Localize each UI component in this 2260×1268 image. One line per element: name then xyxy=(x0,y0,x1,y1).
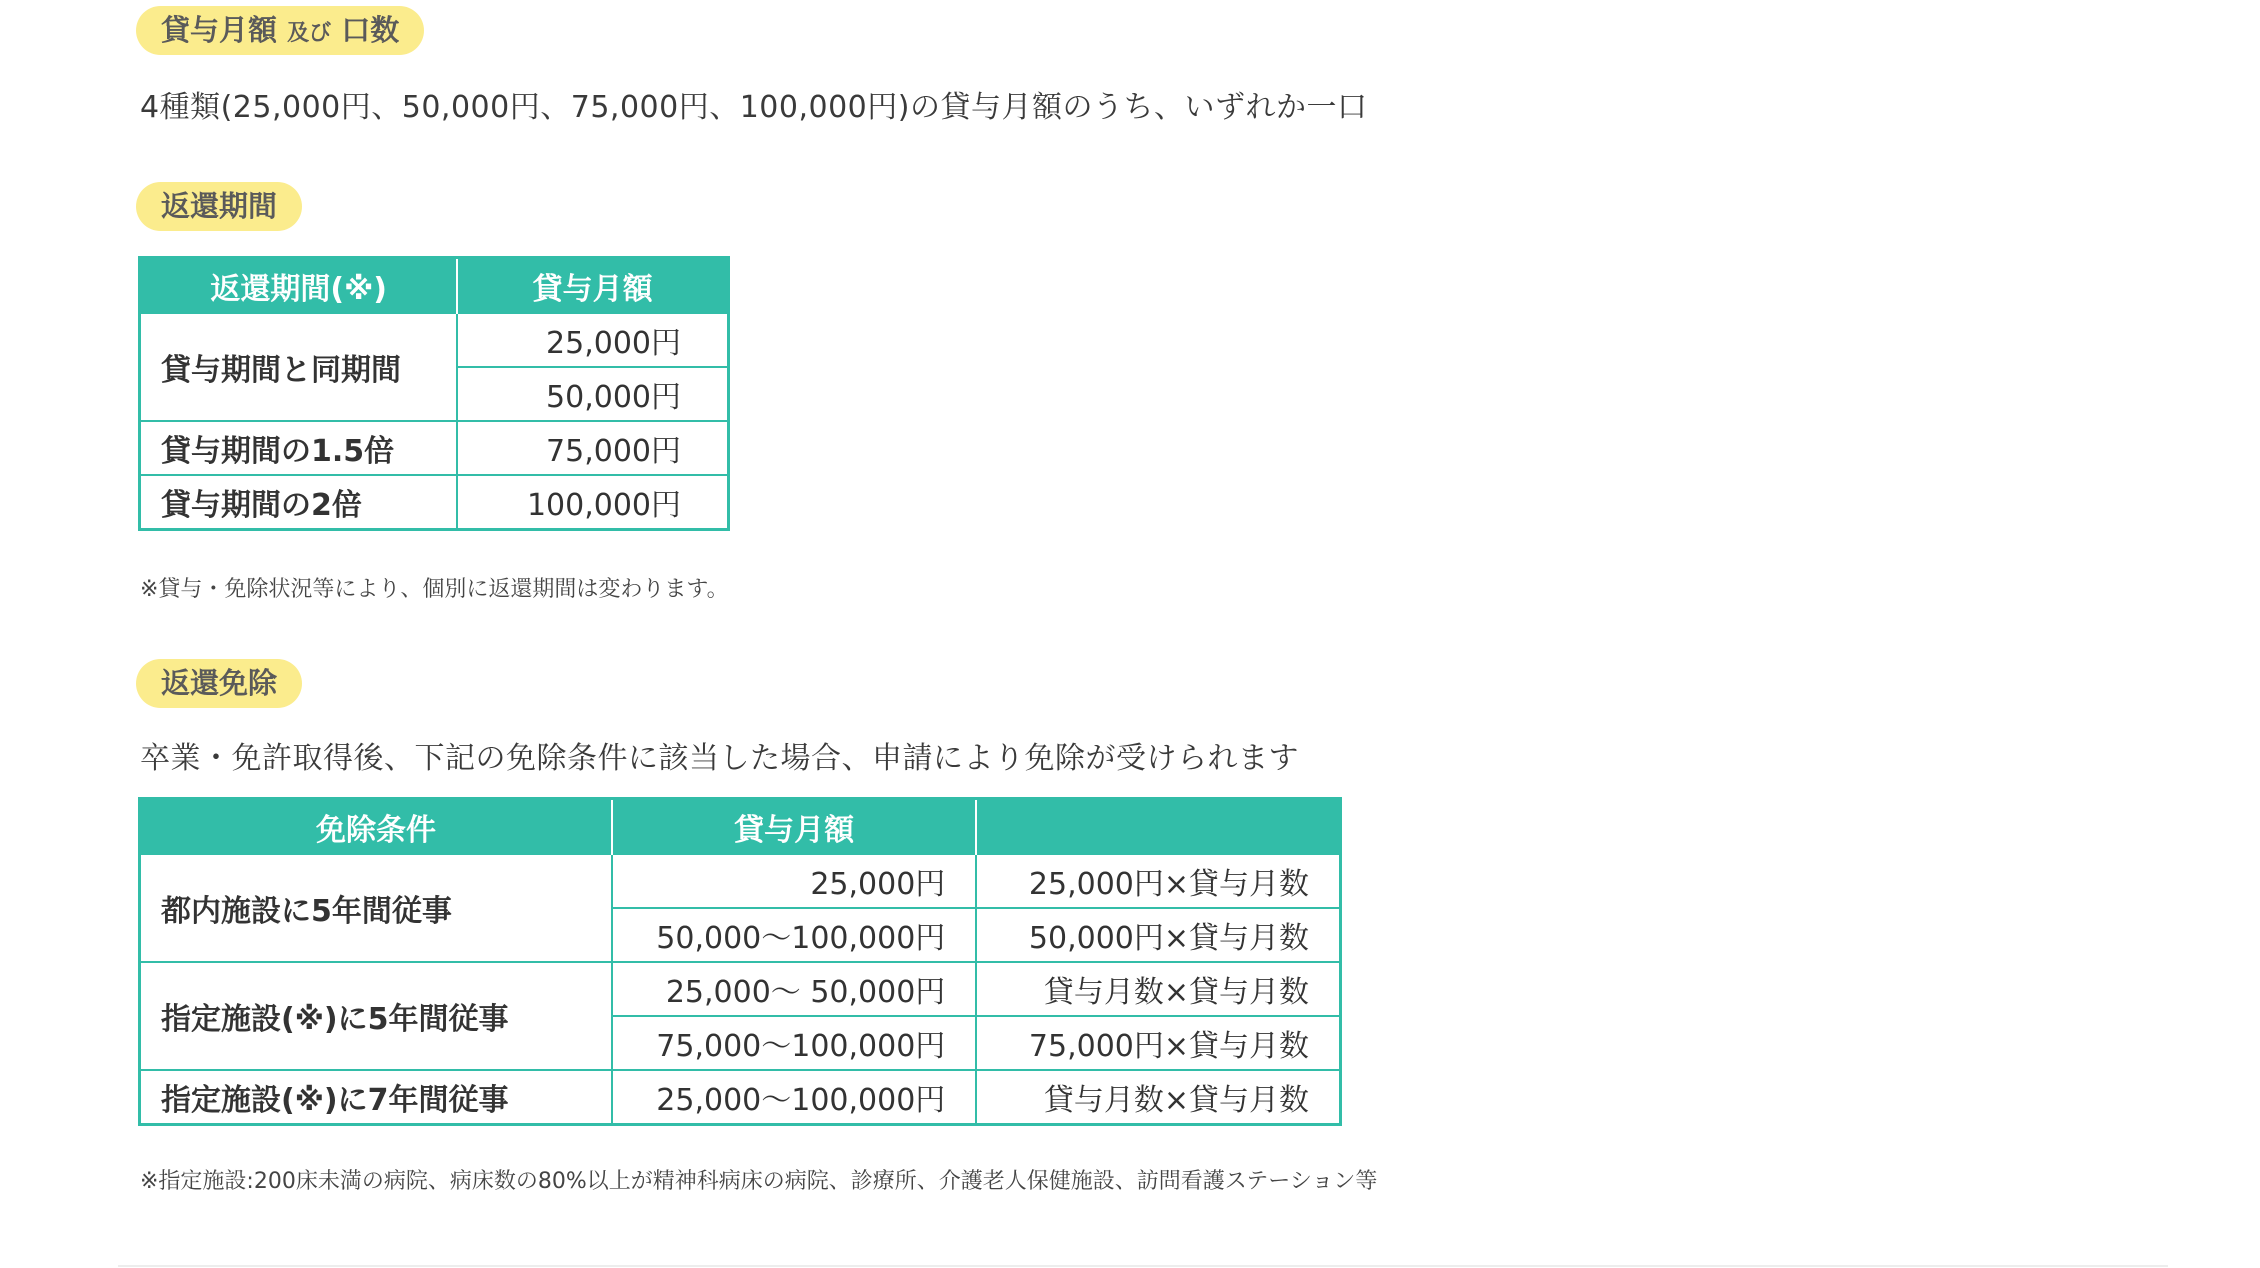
column-header-condition: 免除条件 xyxy=(140,799,613,855)
table-row xyxy=(140,475,729,529)
heading-amount-conjunction: 及び xyxy=(287,21,332,46)
designated-facility-note: ※指定施設:200床未満の病院、病床数の80%以上が精神科病床の病院、診療所、介護老人保健施設、訪問看護ステーション等 xyxy=(140,1169,1378,1194)
column-header-period: 返還期間(※) xyxy=(140,258,458,314)
divider xyxy=(118,1265,2168,1267)
period-condition: 貸与期間の1.5倍 xyxy=(140,421,458,475)
exemption-table xyxy=(138,797,1342,1126)
period-condition: 貸与期間と同期間 xyxy=(140,313,458,421)
amount-cell: 100,000円 xyxy=(457,475,728,529)
period-note: ※貸与・免除状況等により、個別に返還期間は変わります。 xyxy=(140,577,729,602)
exemption-amount-cell: 50,000円×貸与月数 xyxy=(976,908,1340,962)
exemption-amount-cell: 75,000円×貸与月数 xyxy=(976,1016,1340,1070)
table-row xyxy=(140,313,729,367)
exemption-condition: 指定施設(※)に5年間従事 xyxy=(140,962,613,1070)
section-heading-amount xyxy=(136,6,424,55)
table-row xyxy=(140,962,1341,1016)
section-heading-exemption: 返還免除 xyxy=(136,659,302,708)
column-header-amount: 貸与月額 xyxy=(457,258,728,314)
exemption-description: 卒業・免許取得後、下記の免除条件に該当した場合、申請により免除が受けられます xyxy=(140,741,1299,776)
amount-cell: 25,000円 xyxy=(457,313,728,367)
exemption-amount-cell: 貸与月数×貸与月数 xyxy=(976,1070,1340,1124)
exemption-amount-cell: 貸与月数×貸与月数 xyxy=(976,962,1340,1016)
amount-description: 4種類(25,000円、50,000円、75,000円、100,000円)の貸与月額のうち、いずれか一口 xyxy=(140,90,1368,125)
repayment-period-table xyxy=(138,256,730,531)
table-header-row xyxy=(140,258,729,314)
amount-cell: 25,000〜 50,000円 xyxy=(612,962,976,1016)
amount-cell: 75,000〜100,000円 xyxy=(612,1016,976,1070)
column-header-amount: 貸与月額 xyxy=(612,799,976,855)
amount-cell: 50,000円 xyxy=(457,367,728,421)
heading-amount-end: 口数 xyxy=(341,13,400,47)
amount-cell: 25,000円 xyxy=(612,854,976,908)
exemption-amount-cell: 25,000円×貸与月数 xyxy=(976,854,1340,908)
amount-cell: 50,000〜100,000円 xyxy=(612,908,976,962)
heading-amount-main: 貸与月額 xyxy=(161,13,278,47)
exemption-condition: 指定施設(※)に7年間従事 xyxy=(140,1070,613,1124)
table-row xyxy=(140,1070,1341,1124)
period-condition: 貸与期間の2倍 xyxy=(140,475,458,529)
exemption-condition: 都内施設に5年間従事 xyxy=(140,854,613,962)
section-heading-period: 返還期間 xyxy=(136,182,302,231)
amount-cell: 25,000〜100,000円 xyxy=(612,1070,976,1124)
amount-cell: 75,000円 xyxy=(457,421,728,475)
table-row xyxy=(140,421,729,475)
column-header-result xyxy=(976,799,1340,855)
table-header-row xyxy=(140,799,1341,855)
table-row xyxy=(140,854,1341,908)
